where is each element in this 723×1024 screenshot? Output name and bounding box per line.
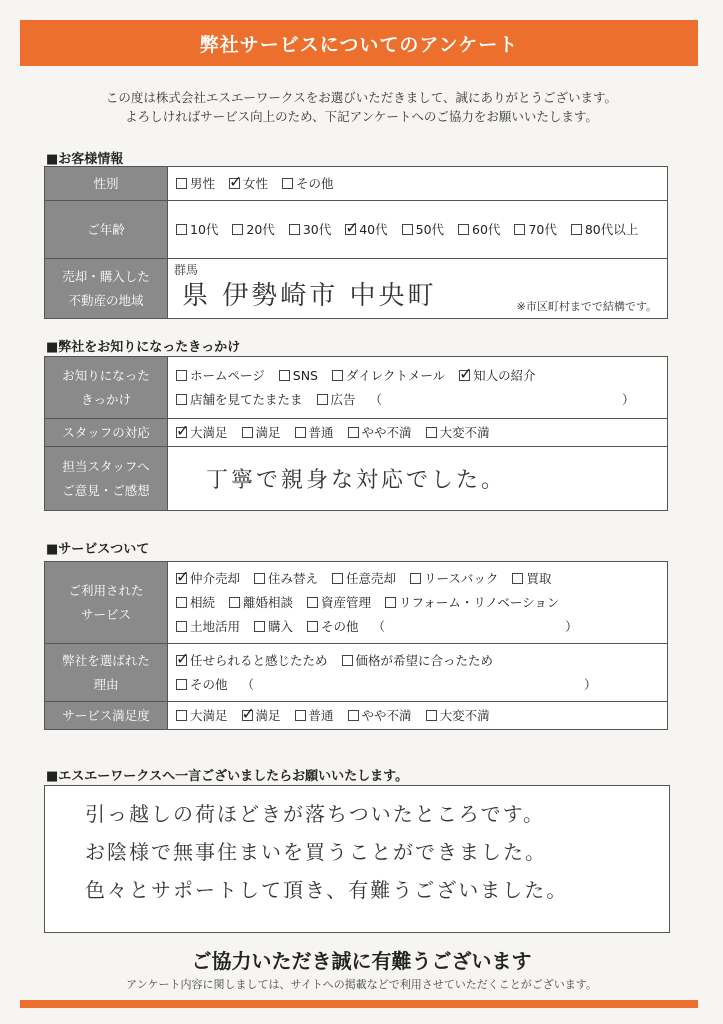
staff-options bbox=[168, 419, 668, 447]
checkbox-icon[interactable] bbox=[426, 427, 437, 438]
services-options bbox=[168, 562, 668, 644]
checkbox-label: 大変不満 bbox=[439, 707, 490, 723]
checkbox-label: 資産管理 bbox=[321, 594, 372, 610]
checkbox-label: 相続 bbox=[190, 594, 216, 610]
staff-comment-label-line: ご意見・ご感想 bbox=[62, 482, 150, 498]
checkbox-icon[interactable] bbox=[176, 224, 187, 235]
checkbox-option[interactable] bbox=[176, 218, 218, 242]
paren-close: ） bbox=[584, 676, 597, 692]
checkbox-option[interactable] bbox=[426, 704, 490, 728]
how-found-table bbox=[44, 356, 668, 511]
intro-line: この度は株式会社エスエーワークスをお選びいただきまして、誠にありがとうございます。 bbox=[105, 90, 618, 105]
comment-handwritten-line: 色々とサポートして頂き、有難うございました。 bbox=[85, 878, 569, 902]
checkbox-option[interactable] bbox=[289, 218, 331, 242]
checkbox-icon[interactable] bbox=[512, 573, 523, 584]
comment-handwritten-line: お陰様で無事住まいを買うことができました。 bbox=[85, 840, 547, 864]
survey-title: 弊社サービスについてのアンケート bbox=[199, 33, 519, 56]
checkbox-option[interactable] bbox=[229, 172, 268, 196]
source-options bbox=[168, 357, 668, 419]
comment-box bbox=[44, 785, 670, 933]
checkbox-option[interactable] bbox=[402, 218, 444, 242]
gender-label: 性別 bbox=[45, 167, 168, 201]
services-table bbox=[44, 561, 668, 730]
checkbox-label: 離婚相談 bbox=[243, 594, 294, 610]
checkbox-option[interactable] bbox=[254, 619, 293, 634]
paren-open: （ bbox=[241, 676, 255, 692]
gender-options bbox=[168, 167, 668, 201]
checkbox-label: 女性 bbox=[243, 175, 269, 191]
checkbox-option[interactable] bbox=[176, 704, 228, 728]
checkbox-icon[interactable] bbox=[176, 178, 187, 189]
checkbox-option[interactable] bbox=[332, 364, 445, 388]
checkbox-icon[interactable] bbox=[176, 427, 187, 438]
checkbox-icon[interactable] bbox=[229, 178, 240, 189]
checkbox-option[interactable] bbox=[242, 704, 281, 728]
intro-text bbox=[0, 88, 723, 126]
checkbox-label: 大満足 bbox=[190, 707, 228, 723]
source-label-line: お知りになった bbox=[62, 367, 150, 383]
checkbox-icon[interactable] bbox=[345, 224, 356, 235]
checkbox-label: 住み替え bbox=[268, 570, 319, 586]
checkbox-label: ダイレクトメール bbox=[346, 367, 446, 383]
checkbox-label: 満足 bbox=[255, 707, 281, 723]
checkbox-label: 任意売却 bbox=[346, 570, 397, 586]
checkbox-icon[interactable] bbox=[176, 370, 187, 381]
checkbox-label: 購入 bbox=[268, 618, 294, 634]
checkbox-option[interactable] bbox=[176, 172, 215, 196]
checkbox-option[interactable] bbox=[279, 364, 318, 388]
services-label-line: サービス bbox=[80, 606, 131, 622]
checkbox-option[interactable] bbox=[512, 567, 551, 591]
reason-options bbox=[168, 644, 668, 702]
checkbox-option[interactable] bbox=[176, 649, 328, 673]
checkbox-option[interactable] bbox=[307, 591, 371, 615]
reason-label-line: 理由 bbox=[93, 676, 119, 692]
comment-handwritten-line: 引っ越しの荷ほどきが落ちついたところです。 bbox=[85, 802, 545, 826]
checkbox-icon[interactable] bbox=[176, 655, 187, 666]
checkbox-icon[interactable] bbox=[176, 710, 187, 721]
checkbox-option[interactable] bbox=[458, 218, 500, 242]
checkbox-label: 40代 bbox=[359, 221, 388, 237]
checkbox-icon[interactable] bbox=[348, 427, 359, 438]
age-label: ご年齢 bbox=[45, 201, 168, 259]
checkbox-icon[interactable] bbox=[514, 224, 525, 235]
checkbox-icon[interactable] bbox=[458, 224, 469, 235]
age-options bbox=[168, 201, 668, 259]
satisfaction-options bbox=[168, 702, 668, 730]
checkbox-option[interactable] bbox=[571, 218, 638, 242]
checkbox-label: やや不満 bbox=[361, 707, 412, 723]
checkbox-icon[interactable] bbox=[176, 597, 187, 608]
checkbox-label: 価格が希望に合ったため bbox=[355, 652, 494, 668]
location-label-line: 売却・購入した bbox=[62, 268, 150, 284]
checkbox-label: 50代 bbox=[415, 221, 445, 237]
checkbox-option[interactable] bbox=[176, 421, 228, 445]
checkbox-label: リフォーム・リノベーション bbox=[399, 594, 560, 610]
checkbox-label: 20代 bbox=[246, 221, 275, 237]
checkbox-icon[interactable] bbox=[176, 621, 187, 632]
checkbox-label: 大満足 bbox=[190, 424, 228, 440]
bottom-accent-bar bbox=[20, 1000, 698, 1008]
checkbox-option[interactable] bbox=[232, 218, 274, 242]
checkbox-label: 男性 bbox=[190, 175, 216, 191]
staff-comment-label bbox=[45, 447, 168, 511]
section-heading-how-found: ■弊社をお知りになったきっかけ bbox=[46, 340, 241, 355]
section-heading-services: ■サービスついて bbox=[46, 542, 150, 557]
checkbox-label: 知人の紹介 bbox=[473, 367, 536, 383]
checkbox-icon[interactable] bbox=[342, 655, 353, 666]
checkbox-option[interactable] bbox=[176, 677, 228, 692]
checkbox-icon[interactable] bbox=[232, 224, 243, 235]
checkbox-label: 60代 bbox=[472, 221, 501, 237]
checkbox-icon[interactable] bbox=[242, 710, 253, 721]
checkbox-option[interactable] bbox=[242, 421, 281, 445]
staff-comment-answer-cell bbox=[168, 447, 668, 511]
checkbox-option[interactable] bbox=[295, 704, 334, 728]
checkbox-icon[interactable] bbox=[295, 427, 306, 438]
paren-close: ） bbox=[622, 391, 635, 407]
checkbox-option[interactable] bbox=[176, 364, 265, 388]
section-heading-comment: ■エスエーワークスへ一言ございましたらお願いいたします。 bbox=[46, 769, 409, 784]
checkbox-label: SNS bbox=[292, 367, 318, 383]
checkbox-label: 10代 bbox=[190, 221, 219, 237]
checkbox-label: その他 bbox=[190, 676, 228, 692]
checkbox-icon[interactable] bbox=[307, 597, 318, 608]
checkbox-icon[interactable] bbox=[229, 597, 240, 608]
checkbox-option[interactable] bbox=[385, 591, 559, 615]
checkbox-label: 仲介売却 bbox=[190, 570, 241, 586]
checkbox-option[interactable] bbox=[426, 421, 490, 445]
checkbox-option[interactable] bbox=[282, 172, 334, 196]
checkbox-option[interactable] bbox=[348, 421, 412, 445]
checkbox-label: 80代以上 bbox=[584, 221, 639, 237]
checkbox-label: 普通 bbox=[308, 707, 334, 723]
location-answer-cell bbox=[168, 259, 668, 319]
staff-comment-label-line: 担当スタッフへ bbox=[62, 458, 150, 474]
checkbox-option[interactable] bbox=[254, 567, 318, 591]
checkbox-label: 普通 bbox=[308, 424, 334, 440]
survey-title-banner bbox=[20, 20, 698, 66]
checkbox-icon[interactable] bbox=[410, 573, 421, 584]
intro-line: よろしければサービス向上のため、下記アンケートへのご協力をお願いいたします。 bbox=[125, 109, 598, 124]
location-label-line: 不動産の地域 bbox=[68, 292, 144, 308]
checkbox-icon[interactable] bbox=[571, 224, 582, 235]
services-label bbox=[45, 562, 168, 644]
checkbox-icon[interactable] bbox=[402, 224, 413, 235]
section-heading-customer-info: ■お客様情報 bbox=[46, 152, 124, 167]
staff-comment-handwritten: 丁寧で親身な対応でした。 bbox=[206, 468, 507, 493]
checkbox-icon[interactable] bbox=[295, 710, 306, 721]
paren-close: ） bbox=[565, 618, 578, 634]
checkbox-option[interactable] bbox=[410, 567, 498, 591]
checkbox-label: 30代 bbox=[302, 221, 332, 237]
checkbox-icon[interactable] bbox=[289, 224, 300, 235]
checkbox-label: リースバック bbox=[424, 570, 499, 586]
services-label-line: ご利用された bbox=[68, 582, 144, 598]
checkbox-option[interactable] bbox=[345, 218, 387, 242]
checkbox-option[interactable] bbox=[176, 591, 215, 615]
staff-label: スタッフの対応 bbox=[45, 419, 168, 447]
source-label-line: きっかけ bbox=[80, 391, 131, 407]
checkbox-icon[interactable] bbox=[282, 178, 293, 189]
checkbox-icon[interactable] bbox=[332, 370, 343, 381]
checkbox-icon[interactable] bbox=[242, 427, 253, 438]
checkbox-option[interactable] bbox=[342, 649, 494, 673]
source-label bbox=[45, 357, 168, 419]
location-note: ※市区町村までで結構です。 bbox=[516, 300, 657, 313]
satisfaction-label: サービス満足度 bbox=[45, 702, 168, 730]
checkbox-label: 土地活用 bbox=[190, 618, 241, 634]
checkbox-label: その他 bbox=[296, 175, 334, 191]
checkbox-option[interactable] bbox=[514, 218, 556, 242]
paren-open: （ bbox=[369, 391, 383, 407]
reason-label bbox=[45, 644, 168, 702]
checkbox-label: 買取 bbox=[526, 570, 552, 586]
checkbox-icon[interactable] bbox=[459, 370, 470, 381]
thanks-message: ご協力いただき誠に有難うございます bbox=[191, 949, 532, 973]
checkbox-option[interactable] bbox=[332, 567, 396, 591]
checkbox-icon[interactable] bbox=[332, 573, 343, 584]
location-handwritten-answer: 県 伊勢崎市 中央町 bbox=[182, 281, 437, 311]
checkbox-icon[interactable] bbox=[317, 394, 328, 405]
footer-note: アンケート内容に関しましては、サイトへの掲載などで利用させていただくことがございます。 bbox=[126, 978, 597, 991]
checkbox-label: 70代 bbox=[528, 221, 557, 237]
checkbox-label: やや不満 bbox=[361, 424, 412, 440]
checkbox-option[interactable] bbox=[229, 591, 293, 615]
checkbox-label: 店舗を見てたまたま bbox=[190, 391, 303, 407]
checkbox-icon[interactable] bbox=[254, 573, 265, 584]
customer-info-table bbox=[44, 166, 668, 319]
reason-label-line: 弊社を選ばれた bbox=[62, 652, 150, 668]
checkbox-label: 任せられると感じたため bbox=[190, 652, 328, 668]
checkbox-option[interactable] bbox=[459, 364, 536, 388]
checkbox-label: 大変不満 bbox=[439, 424, 490, 440]
checkbox-label: 満足 bbox=[255, 424, 281, 440]
checkbox-option[interactable] bbox=[176, 619, 240, 634]
checkbox-icon[interactable] bbox=[176, 679, 187, 690]
checkbox-option[interactable] bbox=[317, 392, 356, 407]
checkbox-option[interactable] bbox=[176, 567, 240, 591]
checkbox-option[interactable] bbox=[176, 392, 303, 407]
checkbox-option[interactable] bbox=[348, 704, 412, 728]
checkbox-label: その他 bbox=[321, 618, 359, 634]
checkbox-icon[interactable] bbox=[176, 394, 187, 405]
checkbox-icon[interactable] bbox=[176, 573, 187, 584]
prefecture-handwritten: 群馬 bbox=[174, 263, 199, 277]
checkbox-option[interactable] bbox=[307, 619, 359, 634]
checkbox-icon[interactable] bbox=[348, 710, 359, 721]
checkbox-icon[interactable] bbox=[307, 621, 318, 632]
location-label bbox=[45, 259, 168, 319]
checkbox-icon[interactable] bbox=[279, 370, 290, 381]
checkbox-label: 広告 bbox=[330, 391, 356, 407]
checkbox-icon[interactable] bbox=[426, 710, 437, 721]
checkbox-icon[interactable] bbox=[254, 621, 265, 632]
paren-open: （ bbox=[372, 618, 386, 634]
checkbox-option[interactable] bbox=[295, 421, 334, 445]
checkbox-icon[interactable] bbox=[385, 597, 396, 608]
checkbox-label: ホームページ bbox=[190, 367, 265, 383]
